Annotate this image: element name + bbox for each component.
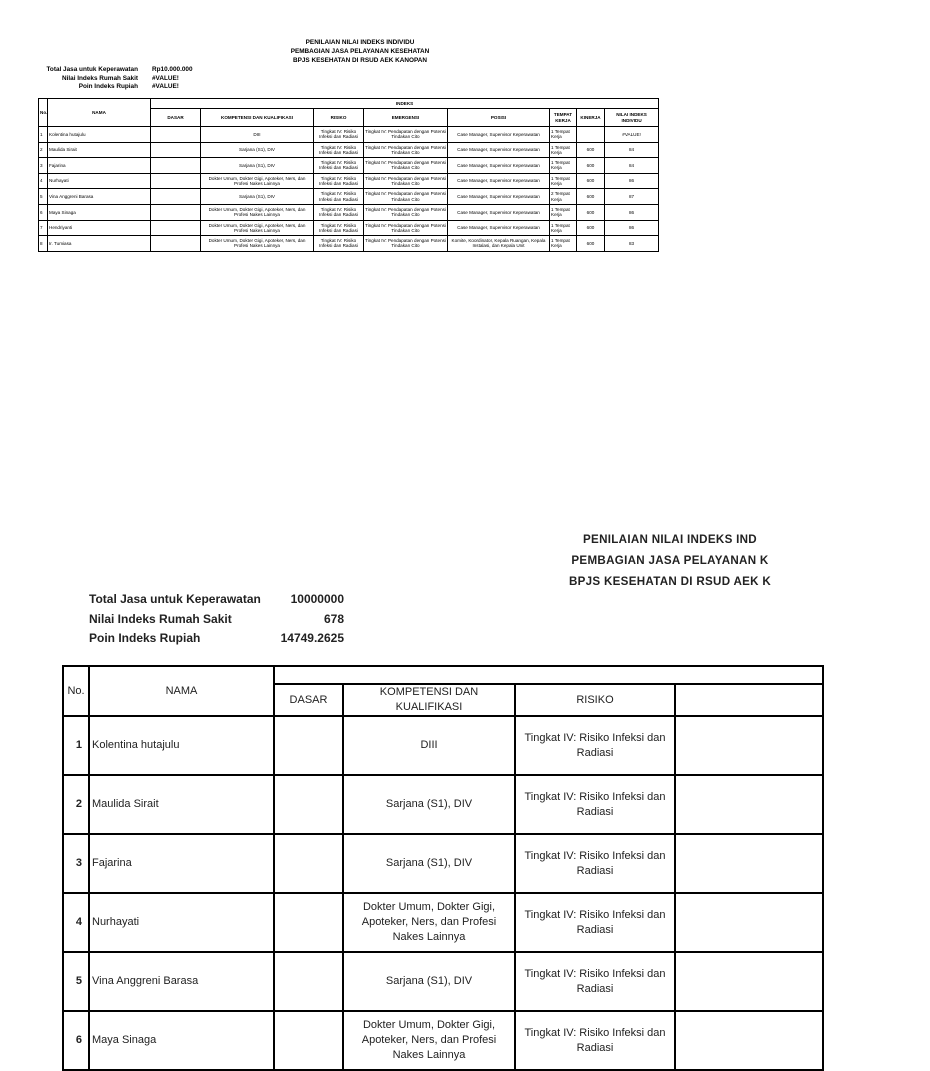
header-nilai-indeks-individu: NILAI INDEKS INDIVIDU	[605, 109, 659, 127]
cell-tempat-kerja: 1 Tempat Kerja	[550, 220, 577, 236]
cell-kompetensi: Sarjana (S1), DIV	[201, 158, 314, 174]
table-row	[39, 127, 659, 143]
zoom-header-risiko: RISIKO	[515, 684, 675, 716]
zoom-header-cut-off	[675, 684, 823, 716]
zoom-header-indeks-band	[274, 666, 823, 684]
zoom-cell-no: 4	[63, 893, 89, 952]
zoom-table-viewport	[62, 665, 666, 1061]
cell-risiko: Tingkat IV: Risiko Infeksi dan Radiasi	[314, 142, 364, 158]
cell-dasar	[151, 204, 201, 220]
summary-label-poin-indeks: Poin Indeks Rupiah	[78, 83, 138, 90]
cell-nama: Maya Sinaga	[48, 204, 151, 220]
zoom-summary-label-poin-indeks: Poin Indeks Rupiah	[89, 631, 201, 645]
zoom-cell-risiko: Tingkat IV: Risiko Infeksi dan Radiasi	[515, 716, 675, 775]
cell-no: 8	[39, 236, 48, 252]
zoom-cell-cut-off	[675, 834, 823, 893]
table-row	[39, 236, 659, 252]
cell-nilai-indeks-individu: 83	[605, 236, 659, 252]
zoom-summary-label-nilai-indeks: Nilai Indeks Rumah Sakit	[89, 611, 232, 626]
zoom-cell-risiko: Tingkat IV: Risiko Infeksi dan Radiasi	[515, 952, 675, 1011]
zoom-cell-kompetensi: Sarjana (S1), DIV	[343, 952, 515, 1011]
header-kompetensi: KOMPETENSI DAN KUALIFIKASI	[201, 109, 314, 127]
cell-nilai-indeks-individu: #VALUE!	[605, 127, 659, 143]
cell-posisi: Komite, Koordinator, Kepala Ruangan, Kepala Instalasi, dan Kepala Unit	[448, 236, 550, 252]
table-row	[39, 173, 659, 189]
cell-tempat-kerja: 1 Tempat Kerja	[550, 158, 577, 174]
cell-kinerja: 600	[577, 158, 605, 174]
cell-posisi: Case Manager, Supervisor Keperawatan	[448, 127, 550, 143]
header-tempat-kerja: TEMPAT KERJA	[550, 109, 577, 127]
cell-tempat-kerja: 1 Tempat Kerja	[550, 236, 577, 252]
cell-tempat-kerja: 2 Tempat Kerja	[550, 189, 577, 205]
cell-nilai-indeks-individu: 86	[605, 204, 659, 220]
cell-emergensi: Tingkat IV: Pendapatan dengan Potensi Tindakan Cito	[364, 220, 448, 236]
cell-posisi: Case Manager, Supervisor Keperawatan	[448, 158, 550, 174]
cell-kompetensi: Dokter Umum, Dokter Gigi, Apoteker, Ners, dan Profesi Nakes Lainnya	[201, 204, 314, 220]
zoom-cell-no: 5	[63, 952, 89, 1011]
header-dasar: DASAR	[151, 109, 201, 127]
zoom-cell-nama: Maya Sinaga	[89, 1011, 274, 1070]
cell-dasar	[151, 158, 201, 174]
zoom-table-row	[63, 952, 823, 1011]
table-row	[39, 189, 659, 205]
sheet-title-line-2: PEMBAGIAN JASA PELAYANAN KESEHATAN	[290, 48, 430, 55]
cell-kinerja: 600	[577, 173, 605, 189]
cell-kompetensi: Sarjana (S1), DIV	[201, 142, 314, 158]
sheet-title-line-3: BPJS KESEHATAN DI RSUD AEK KANOPAN	[293, 57, 427, 64]
zoom-cell-kompetensi: Dokter Umum, Dokter Gigi, Apoteker, Ners, dan Profesi Nakes Lainnya	[343, 893, 515, 952]
cell-kinerja: 600	[577, 142, 605, 158]
zoom-cell-kompetensi: Sarjana (S1), DIV	[343, 834, 515, 893]
zoom-table-row	[63, 893, 823, 952]
cell-no: 1	[39, 127, 48, 143]
zoom-cell-no: 6	[63, 1011, 89, 1070]
summary-label-total-jasa: Total Jasa untuk Keperawatan	[46, 66, 138, 73]
zoom-cell-dasar	[274, 775, 343, 834]
header-posisi: POSISI	[448, 109, 550, 127]
header-nama: NAMA	[48, 99, 151, 127]
sheet-title-line-1: PENILAIAN NILAI INDEKS INDIVIDU	[305, 39, 415, 46]
header-kinerja: KINERJA	[577, 109, 605, 127]
cell-tempat-kerja: 1 Tempat Kerja	[550, 127, 577, 143]
cell-no: 3	[39, 158, 48, 174]
zoom-summary-label-total-jasa: Total Jasa untuk Keperawatan	[89, 592, 261, 606]
zoom-cell-cut-off	[675, 893, 823, 952]
zoom-cell-risiko: Tingkat IV: Risiko Infeksi dan Radiasi	[515, 834, 675, 893]
zoom-cell-dasar	[274, 952, 343, 1011]
zoom-summary-value-nilai-indeks: 678	[323, 611, 344, 626]
zoom-cell-risiko: Tingkat IV: Risiko Infeksi dan Radiasi	[515, 893, 675, 952]
index-table	[38, 98, 659, 252]
cell-nama: Maulida Sirait	[48, 142, 151, 158]
cell-nama: Hendriyanti	[48, 220, 151, 236]
cell-nama: Kolentina hutajulu	[48, 127, 151, 143]
summary-value-nilai-indeks: #VALUE!	[152, 74, 179, 82]
cell-kinerja: 600	[577, 220, 605, 236]
cell-nama: Fajarina	[48, 158, 151, 174]
sheet-summary	[40, 66, 212, 92]
cell-posisi: Case Manager, Supervisor Keperawatan	[448, 142, 550, 158]
cell-dasar	[151, 189, 201, 205]
zoom-header-dasar: DASAR	[274, 684, 343, 716]
cell-no: 4	[39, 173, 48, 189]
zoom-cell-dasar	[274, 716, 343, 775]
table-row	[39, 142, 659, 158]
cell-risiko: Tingkat IV: Risiko Infeksi dan Radiasi	[314, 189, 364, 205]
cell-nama: Nurhayati	[48, 173, 151, 189]
cell-dasar	[151, 142, 201, 158]
zoom-cell-nama: Vina Anggreni Barasa	[89, 952, 274, 1011]
cell-kompetensi: DIII	[201, 127, 314, 143]
cell-dasar	[151, 220, 201, 236]
cell-kinerja: 600	[577, 189, 605, 205]
cell-posisi: Case Manager, Supervisor Keperawatan	[448, 220, 550, 236]
cell-nama: Ir. Tumiasa	[48, 236, 151, 252]
zoom-table-row	[63, 775, 823, 834]
zoom-cell-cut-off	[675, 716, 823, 775]
zoom-cell-cut-off	[675, 1011, 823, 1070]
zoom-header-nama: NAMA	[89, 666, 274, 716]
zoom-cell-cut-off	[675, 952, 823, 1011]
cell-nilai-indeks-individu: 86	[605, 220, 659, 236]
cell-dasar	[151, 127, 201, 143]
cell-kompetensi: Dokter Umum, Dokter Gigi, Apoteker, Ners, dan Profesi Nakes Lainnya	[201, 236, 314, 252]
cell-nilai-indeks-individu: 84	[605, 142, 659, 158]
zoom-cell-nama: Kolentina hutajulu	[89, 716, 274, 775]
zoom-cell-kompetensi: Sarjana (S1), DIV	[343, 775, 515, 834]
zoom-cell-nama: Maulida Sirait	[89, 775, 274, 834]
zoom-title-line-1: PENILAIAN NILAI INDEKS IND	[583, 533, 757, 546]
cell-dasar	[151, 173, 201, 189]
cell-no: 7	[39, 220, 48, 236]
cell-dasar	[151, 236, 201, 252]
cell-kompetensi: Dokter Umum, Dokter Gigi, Apoteker, Ners, dan Profesi Nakes Lainnya	[201, 220, 314, 236]
cell-emergensi: Tingkat IV: Pendapatan dengan Potensi Tindakan Cito	[364, 173, 448, 189]
cell-posisi: Case Manager, Supervisor Keperawatan	[448, 189, 550, 205]
zoom-header-no: No.	[63, 666, 89, 716]
zoom-cell-nama: Fajarina	[89, 834, 274, 893]
zoom-cell-no: 3	[63, 834, 89, 893]
table-row	[39, 204, 659, 220]
cell-no: 5	[39, 189, 48, 205]
zoom-cell-risiko: Tingkat IV: Risiko Infeksi dan Radiasi	[515, 1011, 675, 1070]
header-risiko: RISIKO	[314, 109, 364, 127]
cell-tempat-kerja: 1 Tempat Kerja	[550, 204, 577, 220]
zoom-cell-kompetensi: Dokter Umum, Dokter Gigi, Apoteker, Ners, dan Profesi Nakes Lainnya	[343, 1011, 515, 1070]
table-row	[39, 220, 659, 236]
summary-value-total-jasa: Rp10.000.000	[152, 66, 193, 73]
cell-tempat-kerja: 1 Tempat Kerja	[550, 173, 577, 189]
zoom-cell-nama: Nurhayati	[89, 893, 274, 952]
summary-label-nilai-indeks: Nilai Indeks Rumah Sakit	[61, 74, 138, 82]
zoom-cell-cut-off	[675, 775, 823, 834]
zoom-index-table	[62, 665, 824, 1071]
header-emergensi: EMERGENSI	[364, 109, 448, 127]
cell-risiko: Tingkat IV: Risiko Infeksi dan Radiasi	[314, 236, 364, 252]
zoom-summary-value-total-jasa: 10000000	[290, 592, 344, 606]
zoom-header-kompetensi: KOMPETENSI DAN KUALIFIKASI	[343, 684, 515, 716]
cell-risiko: Tingkat IV: Risiko Infeksi dan Radiasi	[314, 204, 364, 220]
cell-emergensi: Tingkat IV: Pendapatan dengan Potensi Tindakan Cito	[364, 189, 448, 205]
cell-tempat-kerja: 1 Tempat Kerja	[550, 142, 577, 158]
zoom-title-line-2: PEMBAGIAN JASA PELAYANAN K	[571, 554, 769, 567]
cell-kinerja	[577, 127, 605, 143]
cell-risiko: Tingkat IV: Risiko Infeksi dan Radiasi	[314, 127, 364, 143]
zoom-table-row	[63, 834, 823, 893]
zoom-table-row	[63, 1011, 823, 1070]
cell-risiko: Tingkat IV: Risiko Infeksi dan Radiasi	[314, 158, 364, 174]
zoom-cell-no: 1	[63, 716, 89, 775]
summary-value-poin-indeks: #VALUE!	[152, 83, 179, 90]
cell-nilai-indeks-individu: 86	[605, 173, 659, 189]
header-no: No.	[39, 99, 48, 127]
zoom-cell-dasar	[274, 834, 343, 893]
cell-emergensi: Tingkat IV: Pendapatan dengan Potensi Tindakan Cito	[364, 236, 448, 252]
cell-risiko: Tingkat IV: Risiko Infeksi dan Radiasi	[314, 173, 364, 189]
zoom-summary-value-poin-indeks: 14749.2625	[280, 631, 344, 645]
zoom-cell-no: 2	[63, 775, 89, 834]
zoom-table-row	[63, 716, 823, 775]
cell-emergensi: Tingkat IV: Pendapatan dengan Potensi Tindakan Cito	[364, 158, 448, 174]
header-indeks: INDEKS	[151, 99, 659, 109]
cell-kompetensi: Sarjana (S1), DIV	[201, 189, 314, 205]
zoom-summary	[89, 590, 344, 649]
zoom-title-line-3: BPJS KESEHATAN DI RSUD AEK K	[568, 575, 772, 588]
cell-emergensi: Tingkat IV: Pendapatan dengan Potensi Tindakan Cito	[364, 127, 448, 143]
zoom-cell-dasar	[274, 893, 343, 952]
cell-emergensi: Tingkat IV: Pendapatan dengan Potensi Tindakan Cito	[364, 204, 448, 220]
cell-posisi: Case Manager, Supervisor Keperawatan	[448, 204, 550, 220]
cell-kinerja: 600	[577, 236, 605, 252]
cell-no: 6	[39, 204, 48, 220]
cell-posisi: Case Manager, Supervisor Keperawatan	[448, 173, 550, 189]
cell-nama: Vina Anggreni Barasa	[48, 189, 151, 205]
cell-risiko: Tingkat IV: Risiko Infeksi dan Radiasi	[314, 220, 364, 236]
cell-kompetensi: Dokter Umum, Dokter Gigi, Apoteker, Ners, dan Profesi Nakes Lainnya	[201, 173, 314, 189]
zoom-cell-dasar	[274, 1011, 343, 1070]
cell-kinerja: 600	[577, 204, 605, 220]
zoom-cell-risiko: Tingkat IV: Risiko Infeksi dan Radiasi	[515, 775, 675, 834]
cell-nilai-indeks-individu: 84	[605, 158, 659, 174]
table-row	[39, 158, 659, 174]
cell-nilai-indeks-individu: 87	[605, 189, 659, 205]
cell-emergensi: Tingkat IV: Pendapatan dengan Potensi Tindakan Cito	[364, 142, 448, 158]
cell-no: 2	[39, 142, 48, 158]
zoom-cell-kompetensi: DIII	[343, 716, 515, 775]
